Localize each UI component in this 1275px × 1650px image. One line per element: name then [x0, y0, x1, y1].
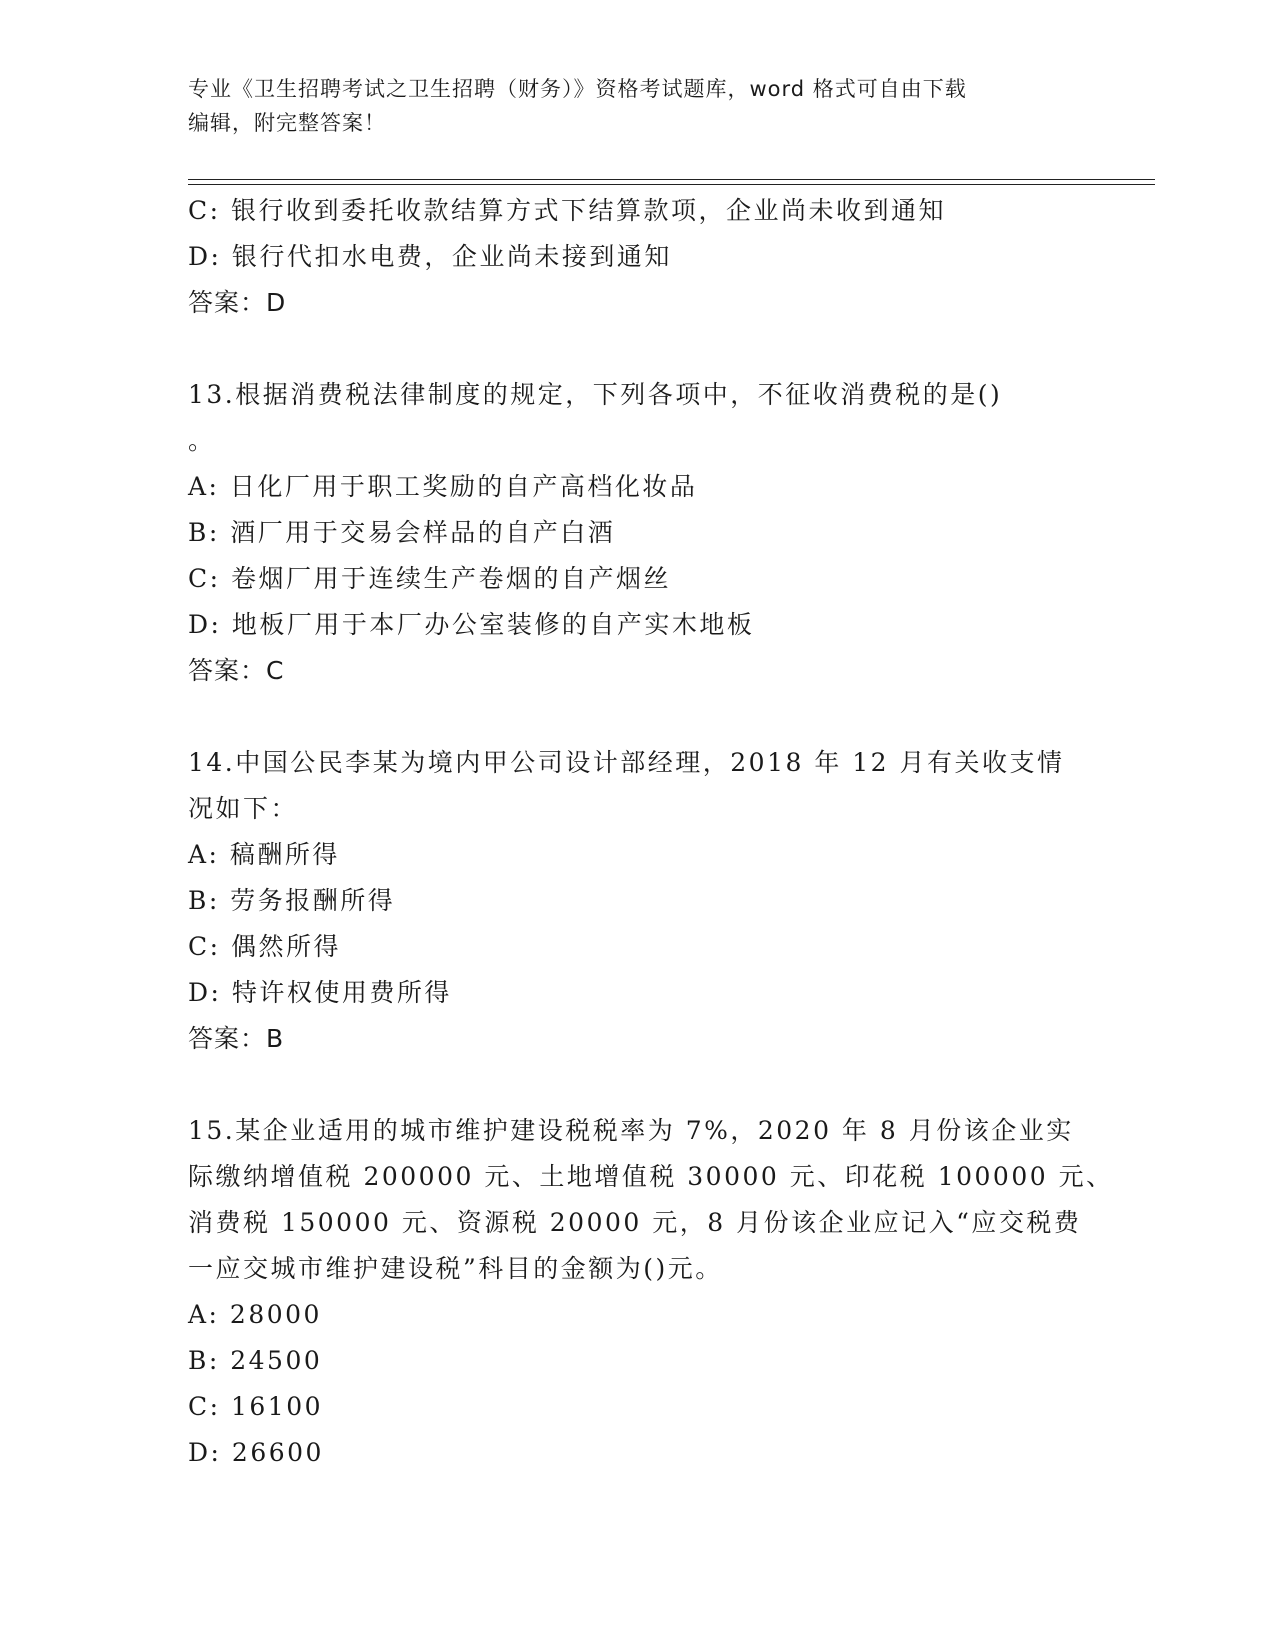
- spacer: [188, 694, 1088, 740]
- document-header: [188, 72, 1088, 140]
- option-a: A: 28000: [188, 1300, 322, 1329]
- option-d: D: 26600: [188, 1438, 324, 1467]
- option-b: B: 酒厂用于交易会样品的自产白酒: [188, 518, 616, 547]
- option-c: C: 偶然所得: [188, 932, 341, 961]
- option-a: A: 日化厂用于职工奖励的自产高档化妆品: [188, 472, 698, 501]
- question-15-stem-line-3: 消费税 150000 元、资源税 20000 元，8 月份该企业应记入“应交税费: [188, 1208, 1082, 1237]
- question-13-stem-line-2: 。: [188, 426, 216, 455]
- prev-question-block: [188, 188, 1088, 326]
- option-d: D: 特许权使用费所得: [188, 978, 452, 1007]
- option-b: B: 劳务报酬所得: [188, 886, 396, 915]
- header-divider-top: [188, 179, 1155, 180]
- option-b: B: 24500: [188, 1346, 323, 1375]
- option-a: A: 稿酬所得: [188, 840, 340, 869]
- question-14-block: [188, 740, 1088, 1062]
- question-13-stem-line-1: 13.根据消费税法律制度的规定，下列各项中，不征收消费税的是(): [188, 380, 1003, 409]
- question-15-stem-line-1: 15.某企业适用的城市维护建设税税率为 7%，2020 年 8 月份该企业实: [188, 1116, 1074, 1145]
- option-d: D: 银行代扣水电费，企业尚未接到通知: [188, 242, 672, 271]
- question-14-stem-line-2: 况如下：: [188, 794, 299, 823]
- header-line-2: 编辑，附完整答案！: [188, 111, 386, 135]
- option-c: C: 16100: [188, 1392, 324, 1421]
- answer-line: 答案：B: [188, 1024, 285, 1053]
- spacer: [188, 326, 1088, 372]
- question-content: [188, 188, 1114, 1476]
- answer-line: 答案：C: [188, 656, 285, 685]
- header-divider-bottom: [188, 184, 1155, 185]
- option-d: D: 地板厂用于本厂办公室装修的自产实木地板: [188, 610, 755, 639]
- question-15-stem-line-4: 一应交城市维护建设税”科目的金额为()元。: [188, 1254, 723, 1283]
- question-14-stem-line-1: 14.中国公民李某为境内甲公司设计部经理，2018 年 12 月有关收支情: [188, 748, 1065, 777]
- question-15-block: [188, 1108, 1114, 1476]
- question-13-block: [188, 372, 1088, 694]
- answer-line: 答案：D: [188, 288, 287, 317]
- option-c: C: 银行收到委托收款结算方式下结算款项，企业尚未收到通知: [188, 196, 947, 225]
- header-line-1: 专业《卫生招聘考试之卫生招聘（财务）》资格考试题库，word 格式可自由下载: [188, 77, 967, 101]
- option-c: C: 卷烟厂用于连续生产卷烟的自产烟丝: [188, 564, 671, 593]
- spacer: [188, 1062, 1088, 1108]
- question-15-stem-line-2: 际缴纳增值税 200000 元、土地增值税 30000 元、印花税 100000 元、: [188, 1162, 1114, 1191]
